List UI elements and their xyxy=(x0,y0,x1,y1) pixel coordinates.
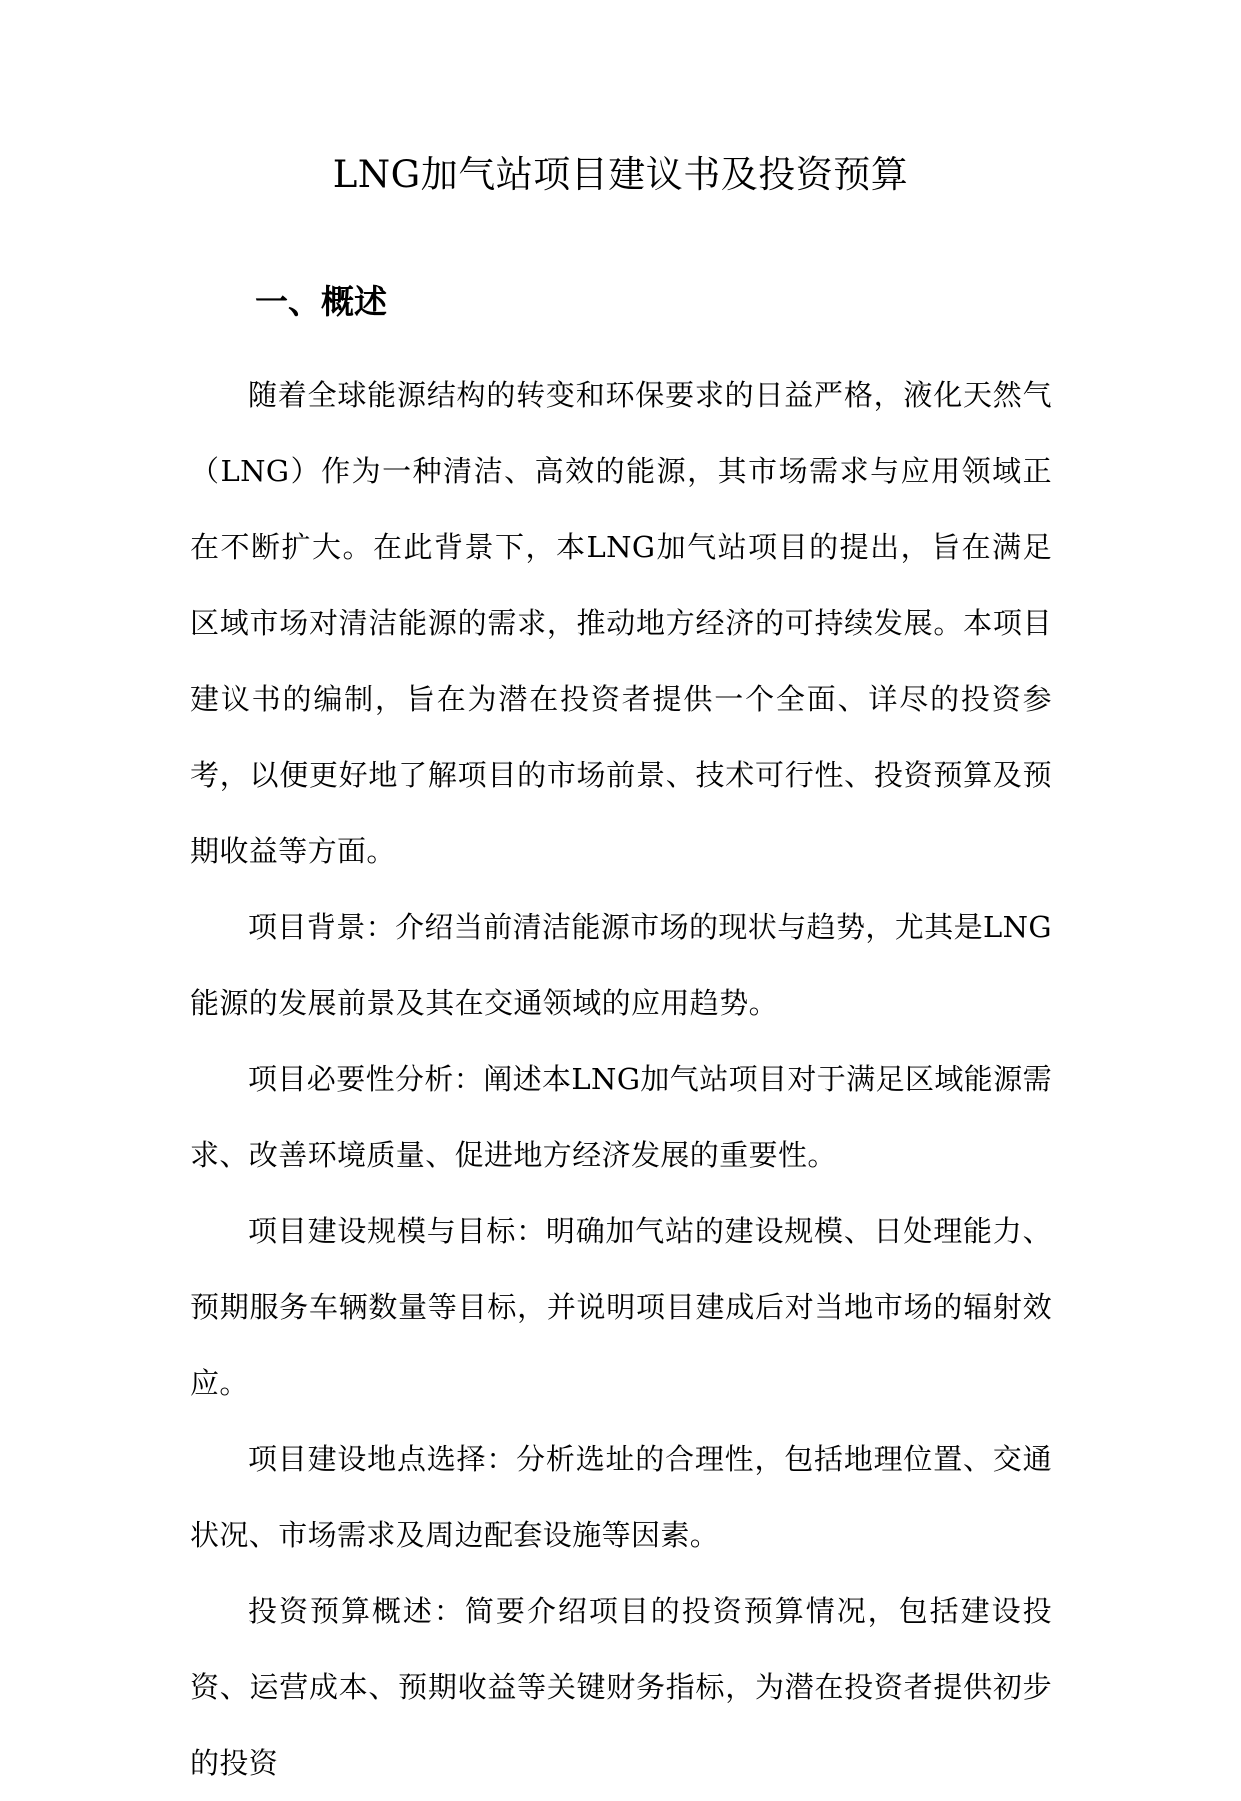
paragraph-intro: 随着全球能源结构的转变和环保要求的日益严格，液化天然气（LNG）作为一种清洁、高效的能源，其市场需求与应用领域正在不断扩大。在此背景下，本LNG加气站项目的提出，旨在满足区域市场对清洁能源的需求，推动地方经济的可持续发展。本项目建议书的编制，旨在为潜在投资者提供一个全面、详尽的投资参考，以便更好地了解项目的市场前景、技术可行性、投资预算及预期收益等方面。 xyxy=(190,378,1052,868)
section-heading-overview: 一、概述 xyxy=(255,282,387,321)
paragraph-scale-and-goals: 项目建设规模与目标：明确加气站的建设规模、日处理能力、预期服务车辆数量等目标，并说明项目建成后对当地市场的辐射效应。 xyxy=(190,1214,1052,1400)
paragraph-necessity-analysis: 项目必要性分析：阐述本LNG加气站项目对于满足区域能源需求、改善环境质量、促进地方经济发展的重要性。 xyxy=(190,1062,1052,1172)
document-title: LNG加气站项目建议书及投资预算 xyxy=(332,153,909,196)
body-text xyxy=(190,357,1052,1801)
paragraph-project-background: 项目背景：介绍当前清洁能源市场的现状与趋势，尤其是LNG能源的发展前景及其在交通领域的应用趋势。 xyxy=(190,910,1052,1020)
paragraph-investment-overview: 投资预算概述：简要介绍项目的投资预算情况，包括建设投资、运营成本、预期收益等关键财务指标，为潜在投资者提供初步的投资 xyxy=(190,1594,1052,1780)
paragraph-site-selection: 项目建设地点选择：分析选址的合理性，包括地理位置、交通状况、市场需求及周边配套设施等因素。 xyxy=(190,1442,1052,1552)
